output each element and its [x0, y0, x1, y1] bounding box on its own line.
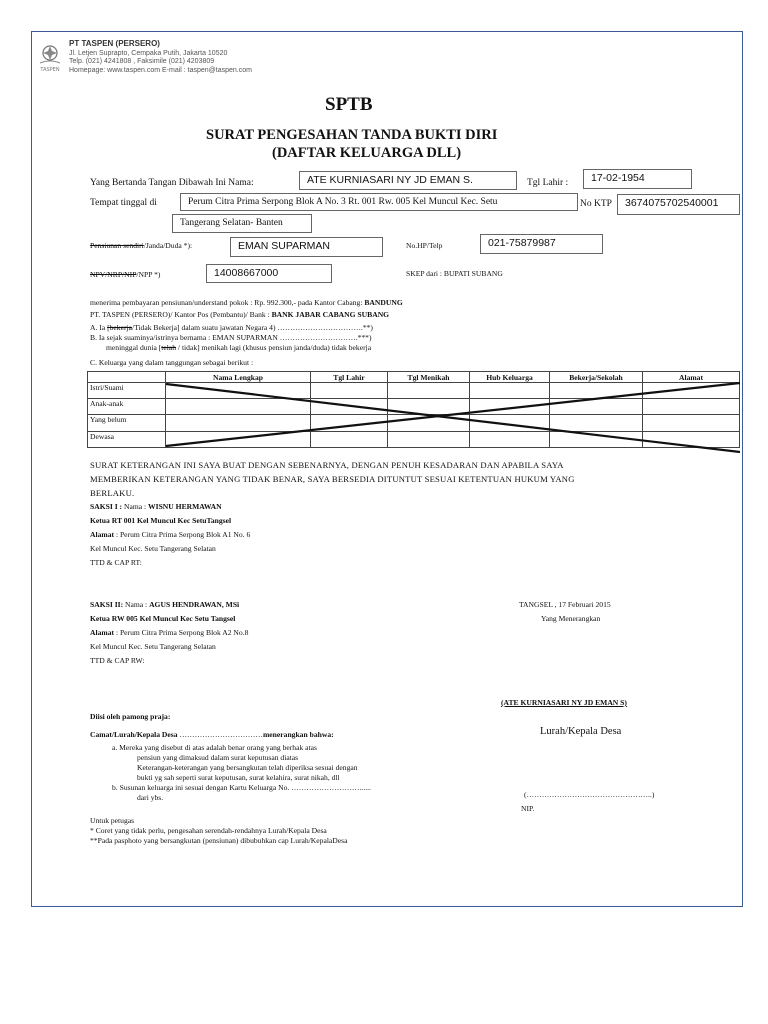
notes-title: Untuk petugas: [90, 816, 135, 825]
address-field-2[interactable]: Tangerang Selatan- Banten: [172, 214, 312, 233]
spouse-name-field[interactable]: EMAN SUPARMAN: [230, 237, 383, 257]
dob-field[interactable]: 17-02-1954: [583, 169, 692, 189]
company-phone: Telp. (021) 4241808 , Faksimile (021) 4203809: [69, 58, 215, 65]
phone-label: No.HP/Telp: [406, 241, 443, 250]
pensioner-label: Pensiunan sendiri/Janda/Duda *):: [90, 241, 193, 250]
item-b-line-2: meninggal dunia [telah / tidak] menikah lagi (khusus pensiun janda/duda) tidak bekerja: [106, 343, 372, 352]
npp-label: NPV/NRP/NIP/NPP *): [90, 270, 161, 279]
company-address: Jl. Letjen Suprapto, Cempaka Putih, Jakarta 10520: [69, 49, 228, 57]
pamong-title: Diisi oleh pamong praja:: [90, 712, 171, 721]
col-header-marriage: Tgl Menikah: [388, 372, 470, 383]
saksi2-role: Ketua RW 005 Kel Muncul Kec Setu Tangsel: [90, 614, 236, 623]
item-b: B. Ia sejak suaminya/istrinya bernama : EMAN SUPARMAN ………………………….***): [90, 333, 372, 342]
saksi1-address-2: Kel Muncul Kec. Setu Tangerang Selatan: [90, 544, 216, 553]
item-c: C. Keluarga yang dalam tanggungan sebagai berikut :: [90, 358, 254, 367]
row-label: Anak-anak: [88, 399, 166, 415]
pamong-a-4: bukti yg sah seperti surat keputusan, surat kelahira, surat nikah, dll: [137, 773, 340, 782]
pamong-a-3: Keterangan-keterangan yang bersangkutan telah diperiksa sesuai dengan: [137, 763, 358, 772]
name-label: Yang Bertanda Tangan Dibawah Ini Nama:: [90, 178, 254, 188]
dob-label: Tgl Lahir :: [527, 178, 569, 188]
payment-line-1: menerima pembayaran pensiunan/understand pokok : Rp. 992.300,- pada Kantor Cabang: BANDUNG: [90, 298, 403, 307]
item-a: A. Ia [bekerja/Tidak Bekerja] dalam suatu jawatan Negara 4) …………………………….**): [90, 323, 373, 332]
col-header-address: Alamat: [643, 372, 740, 383]
saksi1-address: Alamat : Perum Citra Prima Serpong Blok A1 No. 6: [90, 530, 251, 539]
declarer-name: (ATE KURNIASARI NY JD EMAN S): [501, 698, 627, 707]
ktp-label: No KTP: [580, 199, 612, 209]
saksi2-name: SAKSI II: Nama : AGUS HENDRAWAN, MSi: [90, 600, 240, 609]
row-label: Yang belum: [88, 415, 166, 432]
doc-subtitle-2: (DAFTAR KELUARGA DLL): [272, 145, 462, 161]
ktp-field[interactable]: 3674075702540001: [617, 194, 740, 215]
pamong-statement: Camat/Lurah/Kepala Desa ……………………………menerangkan bahwa:: [90, 730, 334, 739]
phone-field[interactable]: 021-75879987: [480, 234, 603, 254]
saksi2-ttd: TTD & CAP RW:: [90, 656, 145, 665]
skep-label: SKEP dari : BUPATI SUBANG: [406, 269, 503, 278]
address-label: Tempat tinggal di: [90, 198, 157, 208]
statement-line-1: SURAT KETERANGAN INI SAYA BUAT DENGAN SEBENARNYA, DENGAN PENUH KESADARAN DAN APABILA SAYA: [90, 460, 564, 470]
saksi1-ttd: TTD & CAP RT:: [90, 558, 142, 567]
col-header-relation: Hub Keluarga: [470, 372, 550, 383]
logo-text: TASPEN: [40, 67, 60, 73]
pamong-b-1: b. Susunan keluarga ini sesuai dengan Kartu Keluarga No. ………………………......: [112, 783, 371, 792]
company-web: Homepage: www.taspen.com E-mail : taspen@taspen.com: [69, 66, 252, 74]
notes-1: * Coret yang tidak perlu, pengesahan serendah-rendahnya Lurah/Kepala Desa: [90, 826, 327, 835]
saksi2-address-2: Kel Muncul Kec. Setu Tangerang Selatan: [90, 642, 216, 651]
col-header-name: Nama Lengkap: [166, 372, 311, 383]
declarer-label: Yang Menerangkan: [541, 614, 601, 623]
saksi1-role: Ketua RT 001 Kel Muncul Kec SetuTangsel: [90, 516, 232, 525]
statement-line-2: MEMBERIKAN KETERANGAN YANG TIDAK BENAR, SAYA BERSEDIA DITUNTUT SESUAI KETENTUAN HUKUM YANG: [90, 474, 575, 484]
saksi2-address: Alamat : Perum Citra Prima Serpong Blok A2 No.8: [90, 628, 249, 637]
company-name: PT TASPEN (PERSERO): [69, 39, 160, 48]
place-date: TANGSEL , 17 Februari 2015: [519, 600, 611, 609]
statement-line-3: BERLAKU.: [90, 488, 135, 498]
cross-line-1: [166, 384, 740, 452]
saksi1-name: SAKSI I : Nama : WISNU HERMAWAN: [90, 502, 222, 511]
doc-subtitle-1: SURAT PENGESAHAN TANDA BUKTI DIRI: [206, 127, 498, 143]
pamong-b-2: dari ybs.: [137, 793, 164, 802]
address-field[interactable]: Perum Citra Prima Serpong Blok A No. 3 Rt. 001 Rw. 005 Kel Muncul Kec. Setu: [180, 193, 578, 211]
npp-field[interactable]: 14008667000: [206, 264, 332, 283]
payment-line-2: PT. TASPEN (PERSERO)/ Kantor Pos (Pembantu)/ Bank : BANK JABAR CABANG SUBANG: [90, 310, 390, 319]
row-label: Dewasa: [88, 432, 166, 448]
name-field[interactable]: ATE KURNIASARI NY JD EMAN S.: [299, 171, 517, 190]
nip-dots: (…………………………………………..): [524, 790, 655, 799]
row-label: Istri/Suami: [88, 383, 166, 399]
nip-label: NIP.: [521, 804, 535, 813]
pamong-a-1: a. Mereka yang disebut di atas adalah benar orang yang berhak atas: [112, 743, 317, 752]
doc-title: SPTB: [325, 94, 373, 115]
cross-line-2: [166, 383, 740, 446]
notes-2: **Pada pasphoto yang bersangkutan (pensiunan) dibubuhkan cap Lurah/KepalaDesa: [90, 836, 348, 845]
pamong-a-2: pensiun yang dimaksud dalam surat keputusan diatas: [137, 753, 299, 762]
col-header-work: Bekerja/Sekolah: [550, 372, 643, 383]
lurah-title: Lurah/Kepala Desa: [540, 726, 622, 737]
col-header-dob: Tgl Lahir: [311, 372, 388, 383]
